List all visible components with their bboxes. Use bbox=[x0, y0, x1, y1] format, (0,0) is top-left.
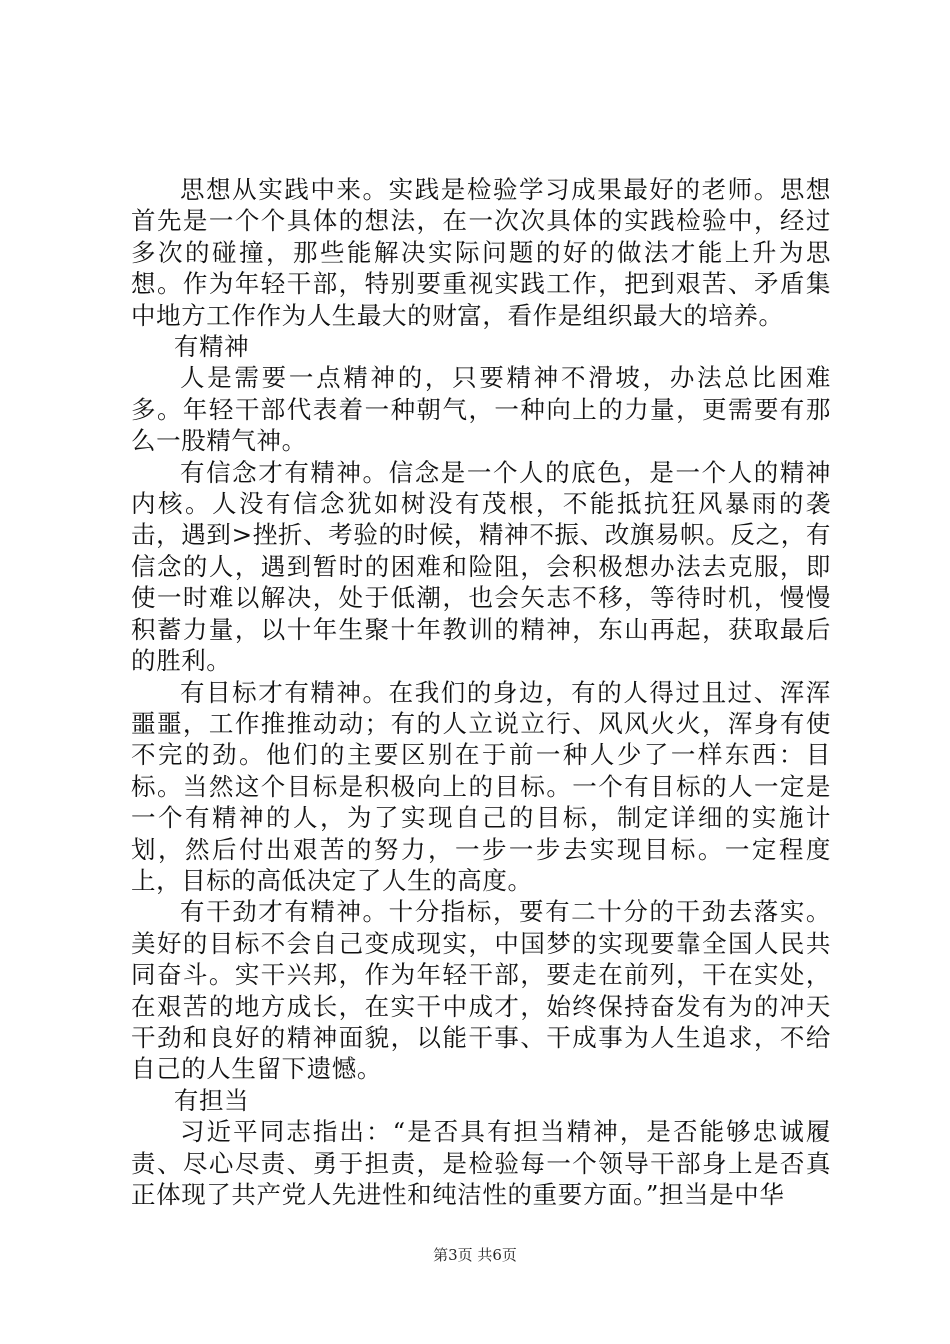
body-paragraph: 有信念才有精神。信念是一个人的底色，是一个人的精神内核。人没有信念犹如树没有茂根，不能抵抗狂风暴雨的袭击，遇到>挫折、考验的时候，精神不振、改旗易帜。反之，有信念的人，遇到暂时的困难和险阻，会积极想办法去克服，即使一时难以解决，处于低潮，也会矢志不移，等待时机，慢慢积蓄力量，以十年生聚十年教训的精神，东山再起，获取最后的胜利。 bbox=[131, 457, 831, 676]
page-footer: 第3页 共6页 bbox=[433, 1246, 517, 1264]
section-heading: 有精神 bbox=[173, 332, 250, 362]
body-paragraph: 有目标才有精神。在我们的身边，有的人得过且过、浑浑噩噩，工作推推动动；有的人立说立行、风风火火，浑身有使不完的劲。他们的主要区别在于前一种人少了一样东西：目标。当然这个目标是积极向上的目标。一个有目标的人一定是一个有精神的人，为了实现自己的目标，制定详细的实施计划，然后付出艰苦的努力，一步一步去实现目标。一定程度上，目标的高低决定了人生的高度。 bbox=[131, 677, 831, 895]
section-heading: 有担当 bbox=[173, 1085, 250, 1115]
document-body bbox=[131, 174, 831, 1210]
body-paragraph: 思想从实践中来。实践是检验学习成果最好的老师。思想首先是一个个具体的想法，在一次次具体的实践检验中，经过多次的碰撞，那些能解决实际问题的好的做法才能上升为思想。作为年轻干部，特别要重视实践工作，把到艰苦、矛盾集中地方工作作为人生最大的财富，看作是组织最大的培养。 bbox=[131, 175, 831, 330]
body-paragraph: 人是需要一点精神的，只要精神不滑坡，办法总比困难多。年轻干部代表着一种朝气，一种向上的力量，更需要有那么一股精气神。 bbox=[131, 363, 831, 456]
body-paragraph: 习近平同志指出：“是否具有担当精神，是否能够忠诚履责、尽心尽责、勇于担责，是检验每一个领导干部身上是否真正体现了共产党人先进性和纯洁性的重要方面。”担当是中华 bbox=[131, 1117, 831, 1209]
body-paragraph: 有干劲才有精神。十分指标，要有二十分的干劲去落实。美好的目标不会自己变成现实，中国梦的实现要靠全国人民共同奋斗。实干兴邦，作为年轻干部，要走在前列，干在实处，在艰苦的地方成长，在实干中成才，始终保持奋发有为的冲天干劲和良好的精神面貌，以能干事、干成事为人生追求，不给自己的人生留下遗憾。 bbox=[131, 897, 831, 1084]
